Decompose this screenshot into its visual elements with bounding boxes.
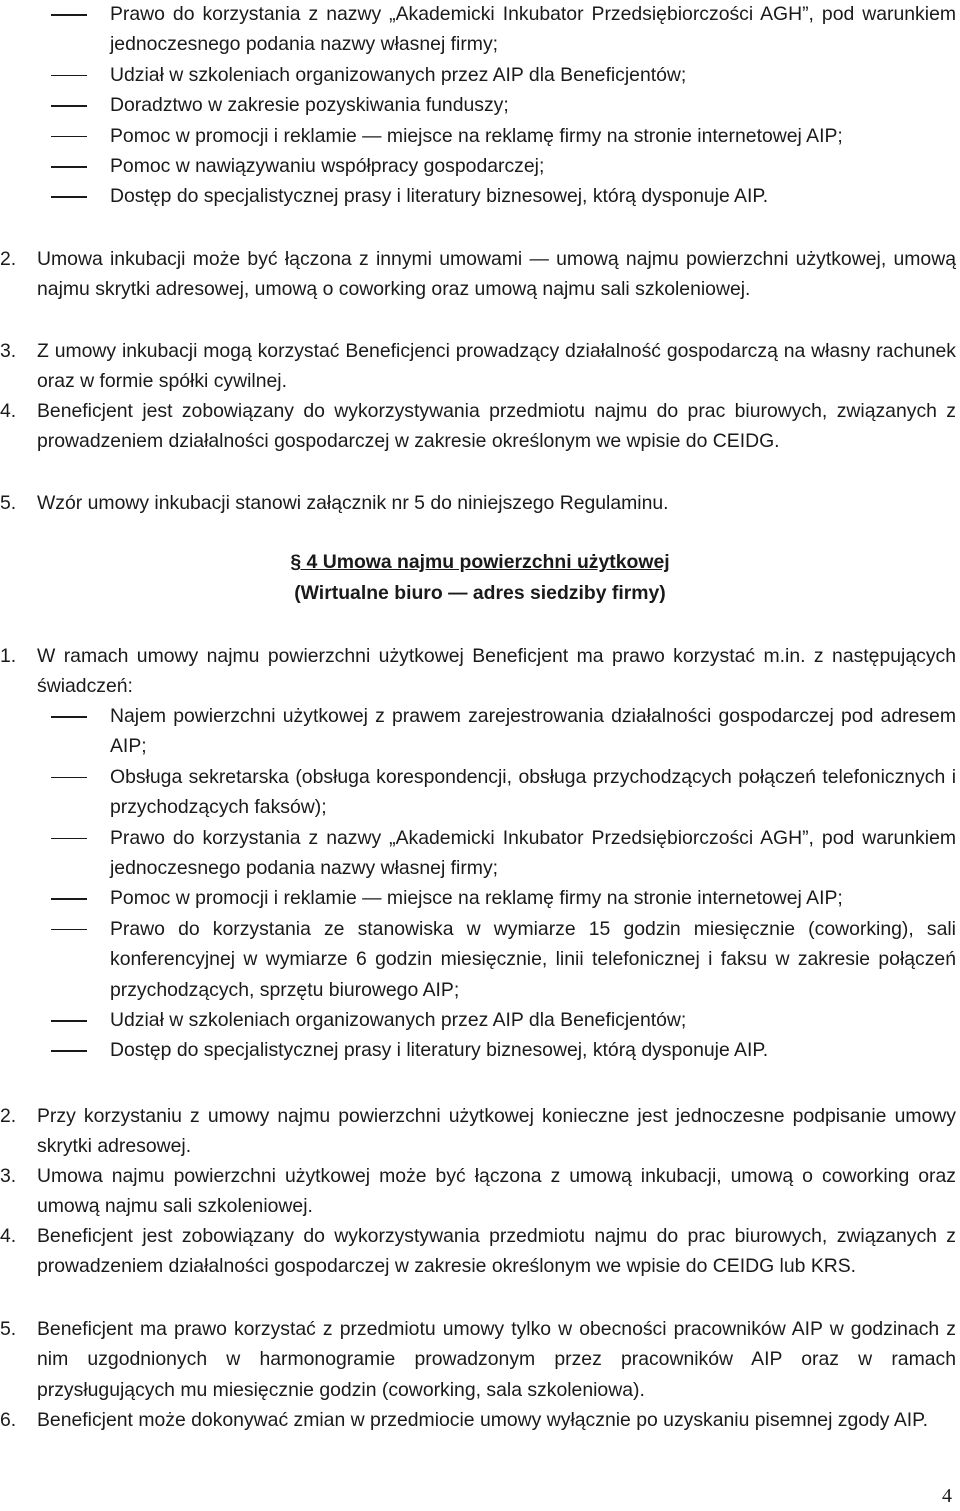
list-item: Pomoc w promocji i reklamie — miejsce na reklamę firmy na stronie internetowej AIP; xyxy=(0,883,960,913)
dash-bullet-icon xyxy=(51,898,87,900)
dash-bullet-icon xyxy=(51,929,87,931)
numbered-item: 4. Beneficjent jest zobowiązany do wykorzystywania przedmiotu najmu do prac biurowych, związanych z prowadzeniem działalności gospodarczej w zakresie określonym we wpisie do CEIDG lub KRS. xyxy=(0,1225,956,1278)
dash-bullet-icon xyxy=(51,75,87,77)
list-item: Prawo do korzystania z nazwy „Akademicki Inkubator Przedsiębiorczości AGH”, pod warunkiem jednoczesnego podania nazwy własnej firmy; xyxy=(0,0,960,60)
numbered-item: 4. Beneficjent jest zobowiązany do wykorzystywania przedmiotu najmu do prac biurowych, związanych z prowadzeniem działalności gospodarczej w zakresie określonym we wpisie do CEIDG. xyxy=(0,400,956,453)
dash-bullet-icon xyxy=(51,14,87,16)
page-number: 4 xyxy=(942,1485,952,1507)
numbered-item: 2. Przy korzystaniu z umowy najmu powierzchni użytkowej konieczne jest jednoczesne podpisanie umowy skrytki adresowej. xyxy=(0,1105,956,1158)
dash-bullet-icon xyxy=(51,716,87,718)
section-subtitle: (Wirtualne biuro — adres siedziby firmy) xyxy=(294,582,666,604)
list-item: Udział w szkoleniach organizowanych przez AIP dla Beneficjentów; xyxy=(0,1005,960,1035)
list-item: Dostęp do specjalistycznej prasy i literatury biznesowej, którą dysponuje AIP. xyxy=(0,1035,960,1065)
list-item: Najem powierzchni użytkowej z prawem zarejestrowania działalności gospodarczej pod adresem AIP; xyxy=(0,701,960,762)
list-item: Obsługa sekretarska (obsługa korespondencji, obsługa przychodzących połączeń telefonicznych i przychodzących faksów); xyxy=(0,762,960,823)
list-item: Udział w szkoleniach organizowanych przez AIP dla Beneficjentów; xyxy=(0,60,960,90)
benefits-list-rental xyxy=(0,701,960,1066)
numbered-item: 5. Beneficjent ma prawo korzystać z przedmiotu umowy tylko w obecności pracowników AIP w godzinach z nim uzgodnionych w harmonogramie prowadzonym przez pracowników AIP oraz w ramach przysługujących mu miesięcznie godzin (coworking, sala szkoleniowa). xyxy=(0,1318,956,1401)
numbered-item: 3. Umowa najmu powierzchni użytkowej może być łączona z umową inkubacji, umową o coworking oraz umową najmu sali szkoleniowej. xyxy=(0,1165,956,1218)
dash-bullet-icon xyxy=(51,196,87,198)
dash-bullet-icon xyxy=(51,777,87,779)
dash-bullet-icon xyxy=(51,136,87,138)
numbered-item: 6. Beneficjent może dokonywać zmian w przedmiocie umowy wyłącznie po uzyskaniu pisemnej zgody AIP. xyxy=(0,1409,928,1431)
dash-bullet-icon xyxy=(51,105,87,107)
dash-bullet-icon xyxy=(51,166,87,168)
list-item: Pomoc w promocji i reklamie — miejsce na reklamę firmy na stronie internetowej AIP; xyxy=(0,121,960,151)
dash-bullet-icon xyxy=(51,1020,87,1022)
numbered-item: 1. W ramach umowy najmu powierzchni użytkowej Beneficjent ma prawo korzystać m.in. z następujących świadczeń: xyxy=(0,645,956,698)
dash-bullet-icon xyxy=(51,1050,87,1052)
list-item: Pomoc w nawiązywaniu współpracy gospodarczej; xyxy=(0,151,960,181)
benefits-list-incubation xyxy=(0,0,960,212)
dash-bullet-icon xyxy=(51,838,87,840)
list-item: Prawo do korzystania z nazwy „Akademicki Inkubator Przedsiębiorczości AGH”, pod warunkiem jednoczesnego podania nazwy własnej firmy; xyxy=(0,823,960,884)
list-item: Dostęp do specjalistycznej prasy i literatury biznesowej, którą dysponuje AIP. xyxy=(0,181,960,211)
numbered-item: 5. Wzór umowy inkubacji stanowi załącznik nr 5 do niniejszego Regulaminu. xyxy=(0,492,669,514)
numbered-item: 2. Umowa inkubacji może być łączona z innymi umowami — umową najmu powierzchni użytkowej, umową najmu skrytki adresowej, umową o coworking oraz umową najmu sali szkoleniowej. xyxy=(0,248,956,301)
list-item: Doradztwo w zakresie pozyskiwania funduszy; xyxy=(0,90,960,120)
section-title: § 4 Umowa najmu powierzchni użytkowej xyxy=(290,551,670,573)
list-item: Prawo do korzystania ze stanowiska w wymiarze 15 godzin miesięcznie (coworking), sali konferencyjnej w wymiarze 6 godzin miesięcznie, linii telefonicznej i faksu w zakresie połączeń przychodzących, sprzętu biurowego AIP; xyxy=(0,914,960,1005)
numbered-item: 3. Z umowy inkubacji mogą korzystać Beneficjenci prowadzący działalność gospodarczą na własny rachunek oraz w formie spółki cywilnej. xyxy=(0,340,956,393)
